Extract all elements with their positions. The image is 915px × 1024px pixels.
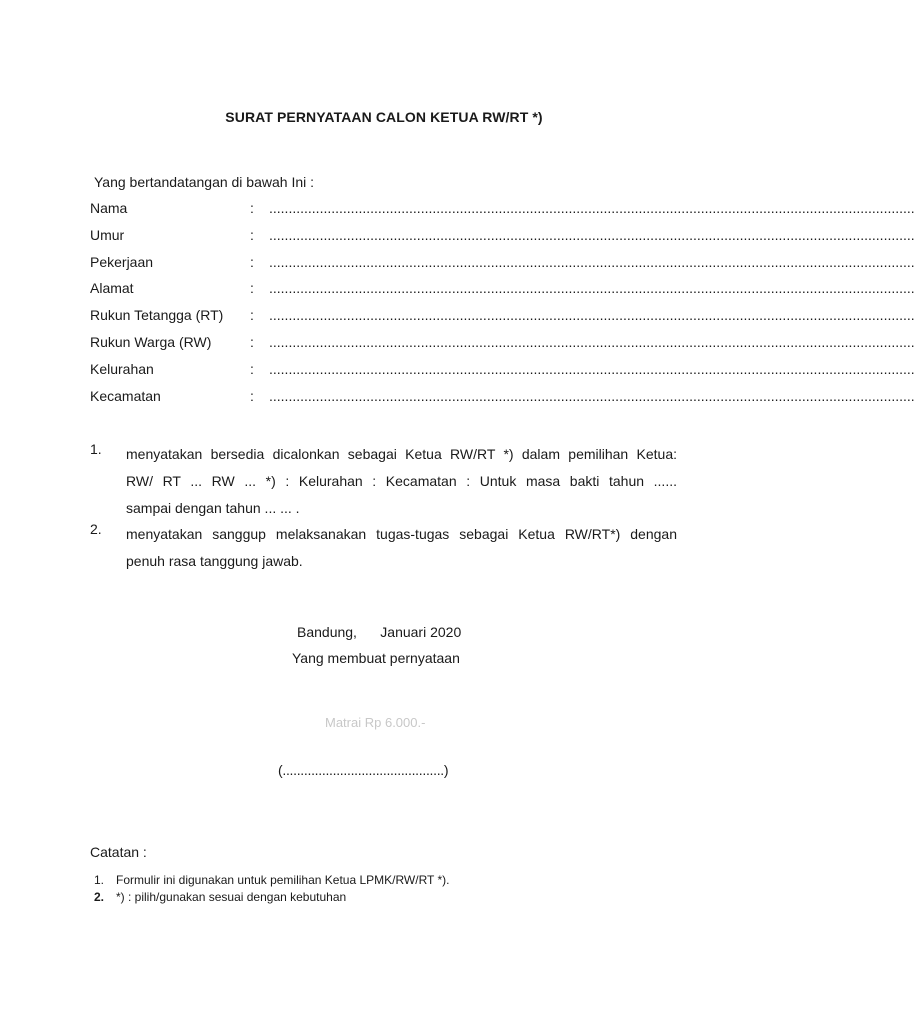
field-label: Kecamatan — [90, 388, 161, 404]
field-colon: : — [250, 307, 254, 323]
field-row-umur — [90, 227, 915, 245]
signature-line: (.............................................) — [278, 762, 449, 778]
field-blank-line: ...................................................................................................................................................................... — [269, 334, 915, 350]
note-text: *) : pilih/gunakan sesuai dengan kebutuhan — [116, 890, 347, 904]
field-colon: : — [250, 361, 254, 377]
field-colon: : — [250, 388, 254, 404]
document-title: SURAT PERNYATAAN CALON KETUA RW/RT *) — [225, 109, 543, 125]
field-blank-line: ...................................................................................................................................................................... — [269, 254, 915, 270]
field-label: Kelurahan — [90, 361, 154, 377]
note-number: 2. — [94, 890, 105, 904]
field-row-rt — [90, 307, 915, 325]
stamp-placeholder: Matrai Rp 6.000.- — [325, 715, 426, 730]
statement-line: menyatakan sanggup melaksanakan tugas-tugas sebagai Ketua RW/RT*) dengan — [126, 526, 677, 542]
statement-line: RW/ RT ... RW ... *) : Kelurahan : Kecamatan : Untuk masa bakti tahun ...... — [126, 473, 677, 489]
field-blank-line: ...................................................................................................................................................................... — [269, 361, 915, 377]
intro-text: Yang bertandatangan di bawah Ini : — [94, 174, 315, 190]
field-row-kelurahan — [90, 361, 915, 379]
field-label: Rukun Tetangga (RT) — [90, 307, 224, 323]
field-row-pekerjaan — [90, 254, 915, 272]
place-date: Bandung, Januari 2020 — [297, 624, 462, 640]
field-label: Alamat — [90, 280, 134, 296]
field-row-rw — [90, 334, 915, 352]
field-blank-line: ...................................................................................................................................................................... — [269, 280, 915, 296]
statement-line: menyatakan bersedia dicalonkan sebagai Ketua RW/RT *) dalam pemilihan Ketua: — [126, 446, 677, 462]
field-row-alamat — [90, 280, 915, 298]
notes-title: Catatan : — [90, 844, 147, 860]
field-label: Umur — [90, 227, 125, 243]
field-blank-line: ...................................................................................................................................................................... — [269, 227, 915, 243]
field-colon: : — [250, 227, 254, 243]
statement-text — [126, 441, 677, 522]
field-row-nama — [90, 200, 915, 218]
field-colon: : — [250, 334, 254, 350]
statement-text — [126, 521, 677, 575]
field-colon: : — [250, 280, 254, 296]
signer-caption: Yang membuat pernyataan — [292, 650, 460, 666]
field-label: Nama — [90, 200, 128, 216]
field-blank-line: ...................................................................................................................................................................... — [269, 388, 915, 404]
field-row-kecamatan — [90, 388, 915, 406]
field-colon: : — [250, 254, 254, 270]
field-label: Rukun Warga (RW) — [90, 334, 212, 350]
note-number: 1. — [94, 873, 105, 887]
statement-number: 2. — [90, 521, 102, 537]
field-blank-line: ...................................................................................................................................................................... — [269, 307, 915, 323]
field-colon: : — [250, 200, 254, 216]
statement-line: penuh rasa tanggung jawab. — [126, 553, 303, 569]
field-blank-line: ...................................................................................................................................................................... — [269, 200, 915, 216]
statement-line: sampai dengan tahun ... ... . — [126, 500, 300, 516]
note-text: Formulir ini digunakan untuk pemilihan Ketua LPMK/RW/RT *). — [116, 873, 450, 887]
field-label: Pekerjaan — [90, 254, 154, 270]
statement-number: 1. — [90, 441, 102, 457]
